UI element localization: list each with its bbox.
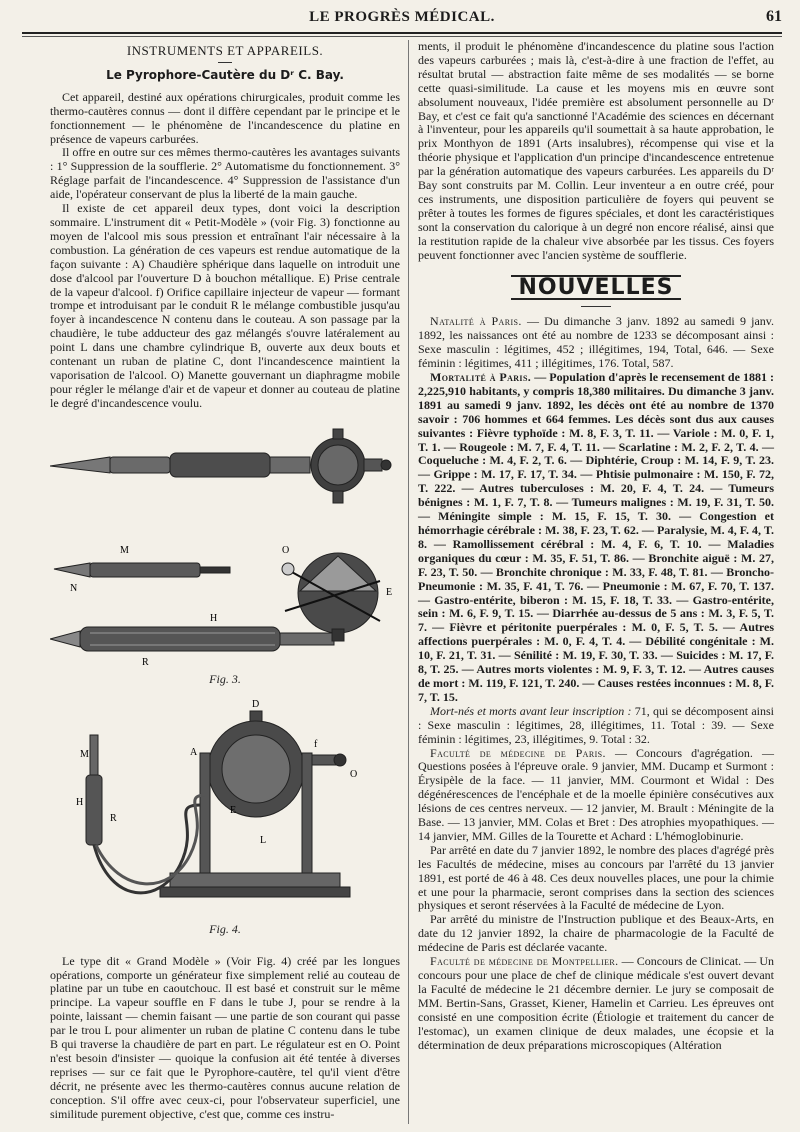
cautery-with-sphere [50, 429, 391, 503]
news-text: 71, qui se décomposent ainsi : Sexe masculin : légitimes, 28, illégitimes, 11. Total : 39. — Sexe féminin : légitimes, 23, illégitimes, 9. Total : 32. [418, 703, 775, 746]
news-natalite [418, 315, 774, 371]
cautery-and-rubber-tube [86, 735, 206, 893]
section-title: INSTRUMENTS ET APPAREILS. [126, 43, 324, 58]
fig3-label-m: M [120, 544, 129, 556]
fig4-label-h: H [76, 796, 84, 808]
column-divider [408, 40, 409, 1124]
fig3-label-n: N [70, 582, 78, 594]
figure-3 [50, 421, 400, 691]
fig4-label-e: E [230, 804, 237, 816]
pyrophore-small-model-illustration [50, 421, 400, 681]
article-paragraph: Le type dit « Grand Modèle » (Voir Fig. 4) créé par les longues opérations, comporte un générateur fixe simplement relié au couteau de platine par un tube en caoutchouc. Il est basé et construit sur le même principe. La vapeur souffle en F dans le tube J, pour se rendre à la pointe, laissant — chemin faisant — une partie de son courant qui passe par le trou L pour alimenter un ruban de platine C contenu dans le tube B qui traverse la chaudière de part en part. Le régulateur est en O. Point n'est besoin d'insister — quoique la confusion ait été tentée à diverses reprises — sur ce fait que le Pyrophore-cautère, tel qu'il vient d'être décrit, ne présente avec les thermo-cautères connus aucune relation de conception. S'il offre avec ceux-ci, pour l'observateur superficiel, une similitude purement objective, c'est que, comme ces instru- [50, 953, 400, 1121]
article-paragraph: Il existe de cet appareil deux types, dont voici la description sommaire. L'instrument dit « Petit-Modèle » (voir Fig. 3) fonctionne au moyen de l'alcool mis sous pression et entraînant l'air nécessaire à la combustion. La génération de ces vapeurs est rendue automatique de la façon suivante : A) Chaudière sphérique dans laquelle on introduit une dose d'alcool par l'ouverture D à bouchon métallique. E) Prise centrale de la vapeur d'alcool. f) Orifice capillaire injecteur de vapeur — formant trompe et introduisant par le conduit R le mélange combustible jusqu'au foyer à incandescence N contenu dans le couteau. A son passage par la chaudière, le tube adducteur des gaz mélangés s'ouvre latéralement au point L dans une chambre cylindrique B, ouverte aux deux bouts et contenant un ruban de platine C, dont l'incandescence maintient la vaporisation de l'alcool. O) Manette gouvernant un diaphragme mobile pour régler le mélange d'air et de vapeur et donner au couteau de platine le degré d'incandescence voulu. [50, 201, 400, 410]
page-number: 61 [766, 8, 782, 25]
generator-sphere [160, 711, 350, 897]
fig4-label-d: D [252, 698, 260, 710]
news-text: — Du dimanche 3 janv. 1892 au samedi 9 janv. 1892, les naissances ont été au nombre de 1233 se décomposant ainsi : Sexe masculin : légitimes, 452 ; illégitimes, 194, Total, 646. — Sexe féminin : légitimes, 411 ; illégitimes, 176. Total, 587. [418, 314, 775, 371]
article-paragraph: Il offre en outre sur ces mêmes thermo-cautères les avantages suivants : 1° Suppression de la soufflerie. 2° Automatisme du fonctionnement. 3° Réglage parfait de l'incandescence. 4° Suppression de l'assistance d'un aide, l'opérateur conservant de plus la liberté de la main gauche. [50, 145, 400, 202]
news-paragraph: Par arrêté du ministre de l'Instruction publique et des Beaux-Arts, en date du 12 janvier 1892, la chaire de pharmacologie de la Faculté de médecine de Paris est déclarée vacante. [418, 912, 774, 955]
fig4-label-r: R [110, 812, 117, 824]
news-text: — Population d'après le recensement de 1881 : 2,225,910 habitants, y compris 18,380 militaires. Du dimanche 3 janv. 1891 au samedi 9 janv. 1892, les décès ont été au nombre de 1370 savoir : 706 hommes et 664 femmes. Les décès sont dus aux causes suivantes : Fièvre typhoïde : M. 8, F. 3, T. 11. — Variole : M. 0, F. 1, T. 1. — Rougeole : M. 7, F. 4, T. 11. — Scarlatine : M. 2, F. 2, T. 4. — Coqueluche : M. 4, F. 2, T. 6. — Diphtérie, Croup : M. 14, F. 9, T. 23. — Grippe : M. 17, F. 17, T. 34. — Phtisie pulmonaire : M. 150, F. 72, T. 222. — Autres tuberculoses : M. 20, F. 4, T. 24. — Tumeurs bénignes : M. 1, F. 7, T. 8. — Tumeurs malignes : M. 19, F. 31, T. 50. — Méningite simple : M. 15, F. 15, T. 30. — Congestion et hémorrhagie cérébrale : M. 38, F. 23, T. 62. — Paralysie, M. 4, F. 4, T. 8. — Ramollissement cérébral : M. 4, F. 6, T. 10. — Maladies organiques du cœur : M. 35, F. 51, T. 86. — Bronchite aiguë : M. 27, F. 23, T. 50. — Bronchite chronique : M. 33, F. 48, T. 81. — Broncho-Pneumonie : M. 35, F. 41, T. 76. — Pneumonie : M. 67, F. 70, T. 137. — Gastro-entérite, biberon : M. 15, F. 18, T. 33. — Gastro-entérite, sein : M. 6, F. 9, T. 15. — Diarrhée au-dessus de 5 ans : M. 3, F. 5, T. 7. — Fièvre et péritonite puerpérales : M. 0, F. 5, T. 5. — Autres affections puerpérales : M. 0, F. 4, T. 4. — Débilité congénitale : M. 10, F. 21, T. 31. — Sénilité : M. 19, F. 30, T. 33. — Suicides : M. 17, F. 8, T. 25. — Autres morts violentes : M. 9, F. 3, T. 12. — Autres causes de mort : M. 119, F. 121, T. 240. — Causes restées inconnues : M. 8, F. 7, T. 15. [418, 370, 774, 704]
news-text: — Concours de Clinicat. — Un concours pour une place de chef de clinique médicale s'est ouvert devant la Faculté de médecine le 21 décembre dernier. Le jury se composait de MM. Bertin-Sans, Grasset, Kiener, Hamelin et Carrieu. Les épreuves ont consisté en une composition écrite (Étiologie et traitement du cancer de l'estomac), un examen clinique de deux malades, une écopsie et la détermination de deux préparations microscopiques (Altération [418, 954, 774, 1052]
news-mortalite [418, 371, 774, 705]
fig4-label-l: L [260, 834, 267, 846]
cautery-handle [50, 627, 334, 651]
news-rubric: Faculté de médecine de Montpellier. [430, 954, 619, 969]
news-faculte-paris [418, 747, 774, 844]
right-column [418, 40, 774, 1052]
pyrophore-large-model-illustration [50, 695, 400, 931]
news-rubric: Mortalité à Paris. [430, 370, 532, 385]
page-header [22, 6, 782, 34]
left-column [50, 40, 400, 1122]
news-rubric: Mort-nés et morts avant leur inscription : [430, 703, 632, 718]
fig3-label-h: H [210, 612, 218, 624]
fig3-label-e: E [386, 586, 393, 598]
boiler-cutaway [282, 553, 380, 641]
journal-title: LE PROGRÈS MÉDICAL. [309, 9, 495, 25]
nouvelles-heading: NOUVELLES [511, 275, 682, 301]
fig4-label-o: O [350, 768, 358, 780]
figure-3-caption: Fig. 3. [209, 671, 241, 686]
news-rubric: Natalité à Paris. [430, 314, 522, 329]
article-title: Le Pyrophore-Cautère du Dʳ C. Bay. [106, 67, 344, 82]
fig3-label-r: R [142, 656, 149, 668]
fig4-label-a: A [190, 746, 198, 758]
news-text: — Concours d'agrégation. — Questions posées à l'épreuve orale. 9 janvier, MM. Ducamp et Surmont : Érysipèle de la face. — 11 janvier, MM. Courmont et Widal : Des dégénérescences de l'encéphale et de la moelle épinière consécutives aux lésions de ces centres nerveux. — 12 janvier, M. Brault : Méningite de la Base. — 13 janvier, MM. Colas et Bret : Des atrophies myopathiques. — 14 janvier, MM. Gilles de la Tourette et Achard : L'hémoglobinurie. [418, 745, 774, 843]
section-divider [218, 62, 232, 63]
news-faculte-montpellier [418, 955, 774, 1052]
figure-4 [50, 695, 400, 945]
fig3-label-o: O [282, 544, 290, 556]
heading-divider [581, 306, 611, 307]
fig4-label-f: f [314, 738, 318, 750]
cautery-knife [54, 563, 230, 577]
article-paragraph: Cet appareil, destiné aux opérations chirurgicales, produit comme les thermo-cautères connus — dont il diffère cependant par le principe et le fonctionnement — le phénomène de l'incandescence du platine en présence de vapeurs carburées. [50, 89, 400, 146]
news-paragraph: Par arrêté en date du 7 janvier 1892, le nombre des places d'agrégé près les Facultés de médecine, mises au concours par l'arrêté du 13 janvier 1891, est porté de 46 à 48. Ces deux nouvelles places, une pour la chimie et une pour la pharmacie, seront comprises dans la section des sciences physiques et seront réservées à la Faculté de médecine de Lyon. [418, 842, 774, 913]
figure-4-caption: Fig. 4. [209, 921, 241, 936]
fig4-label-m: M [80, 748, 89, 760]
article-continuation: ments, il produit le phénomène d'incandescence du platine sous l'action des vapeurs carburées ; mais là, c'est-à-dire à une fraction de l'effet, au résultat brutal — abstraction faite même de ses modalités — se borne cette quasi-similitude. La cause et les moyens mis en œuvre sont absolument nouveaux, l'idée première est absolument personnelle au Dʳ Bay, et c'est ce fait qu'a sanctionné l'Académie des sciences en décernant à l'inventeur, pour les appareils qu'il soumettait à sa haute approbation, le prix Monthyon de 1891 (Arts insalubres), récompense qui vise et la théorie physique et l'application d'un principe d'incandescence entretenue par la génération automatique des vapeurs carburées. Les appareils du Dʳ Bay sont construits par M. Collin. Leur inventeur a en outre créé, pour ces instruments, une disposition particulière de foyers qui peuvent se prêter à toutes les formes de figures spéciales, et dont les caractéristiques sont la conservation du calorique à un degré non encore réalisé, ainsi que la restitution rapide de la chaleur vive absorbée par les tissus. Ces foyers peuvent fonctionner avec l'ancien système de soufflerie. [418, 39, 774, 262]
news-rubric: Faculté de médecine de Paris. [430, 745, 606, 760]
news-mort-nes [418, 705, 774, 747]
nouvelles-heading-block [418, 275, 774, 301]
